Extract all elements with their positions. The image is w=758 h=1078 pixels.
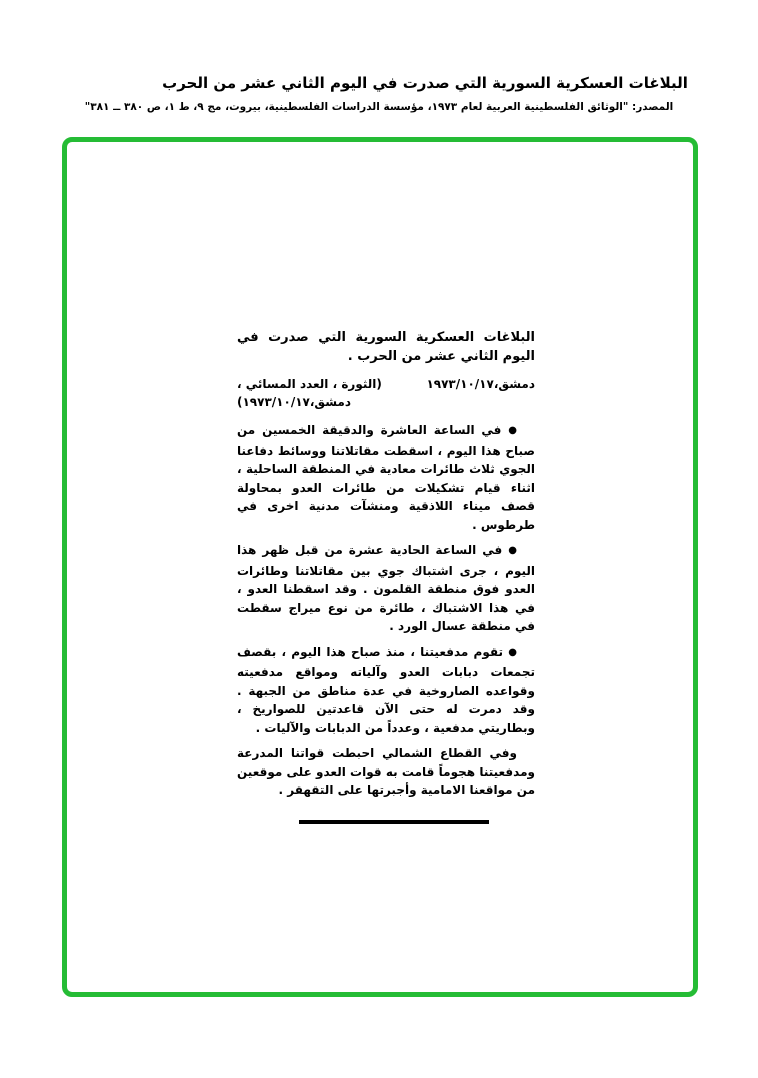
scanned-document: [237, 328, 535, 824]
dateline: [237, 375, 535, 411]
communique-paragraph-1: [237, 421, 535, 534]
bullet-icon: ●: [508, 545, 517, 556]
closing-paragraph: وفي القطاع الشمالي احبطت قواتنا المدرعة ومدفعيتنا هجوماً قامت به قوات العدو على موقعين من مواقعنا الامامية وأجبرتها على التقهقر .: [237, 746, 535, 797]
dateline-citation-line1: (الثورة ، العدد المسائي ،: [237, 377, 382, 391]
document-title: البلاغات العسكرية السورية التي صدرت في اليوم الثاني عشر من الحرب .: [237, 330, 535, 364]
communique-paragraph-2: [237, 541, 535, 636]
document-frame: [62, 137, 698, 997]
divider-rule: [299, 820, 489, 824]
bullet-icon: ●: [508, 425, 518, 436]
communique-paragraph-3-text: تقوم مدفعيتنا ، منذ صباح هذا اليوم ، بقصف تجمعات دبابات العدو وآلياته ومواقع مدفعيته وقواعده الصاروخية في عدة مناطق من الجبهة . وقد دمرت له حتى الآن قاعدتين للصواريخ ، وبطاريتي مدفعية ، وعدداً من الدبابات والآليات .: [237, 644, 535, 735]
communique-paragraph-1-text: في الساعة العاشرة والدقيقة الخمسين من صباح هذا اليوم ، اسقطت مقاتلاتنا ووسائط دفاعنا الجوي ثلاث طائرات معادية في المنطقة الساحلية ، اثناء قيام تشكيلات من طائرات العدو بمحاولة قصف ميناء اللاذقية ومنشآت مدنية اخرى في طرطوس .: [237, 423, 535, 532]
page-title: البلاغات العسكرية السورية التي صدرت في اليوم الثاني عشر من الحرب: [162, 74, 688, 92]
dateline-place-date: دمشق،١٩٧٣/١٠/١٧: [426, 377, 535, 391]
communique-paragraph-3: [237, 643, 535, 738]
dateline-citation: [237, 375, 382, 411]
source-citation: المصدر: "الوثائق الفلسطينية العربية لعام ١٩٧٣، مؤسسة الدراسات الفلسطينية، بيروت، مج ٩، ط ١، ص ٣٨٠ ــ ٣٨١": [84, 101, 674, 113]
page-header: [0, 74, 758, 114]
dateline-citation-line2: دمشق،١٩٧٣/١٠/١٧): [237, 395, 352, 409]
communique-paragraph-2-text: في الساعة الحادية عشرة من قبل ظهر هذا اليوم ، جرى اشتباك جوي بين مقاتلاتنا وطائرات العدو فوق منطقة القلمون . وقد اسقطنا العدو ، في هذا الاشتباك ، طائرة من نوع ميراج سقطت في منطقة عسال الورد .: [237, 543, 535, 633]
bullet-icon: ●: [508, 646, 518, 658]
